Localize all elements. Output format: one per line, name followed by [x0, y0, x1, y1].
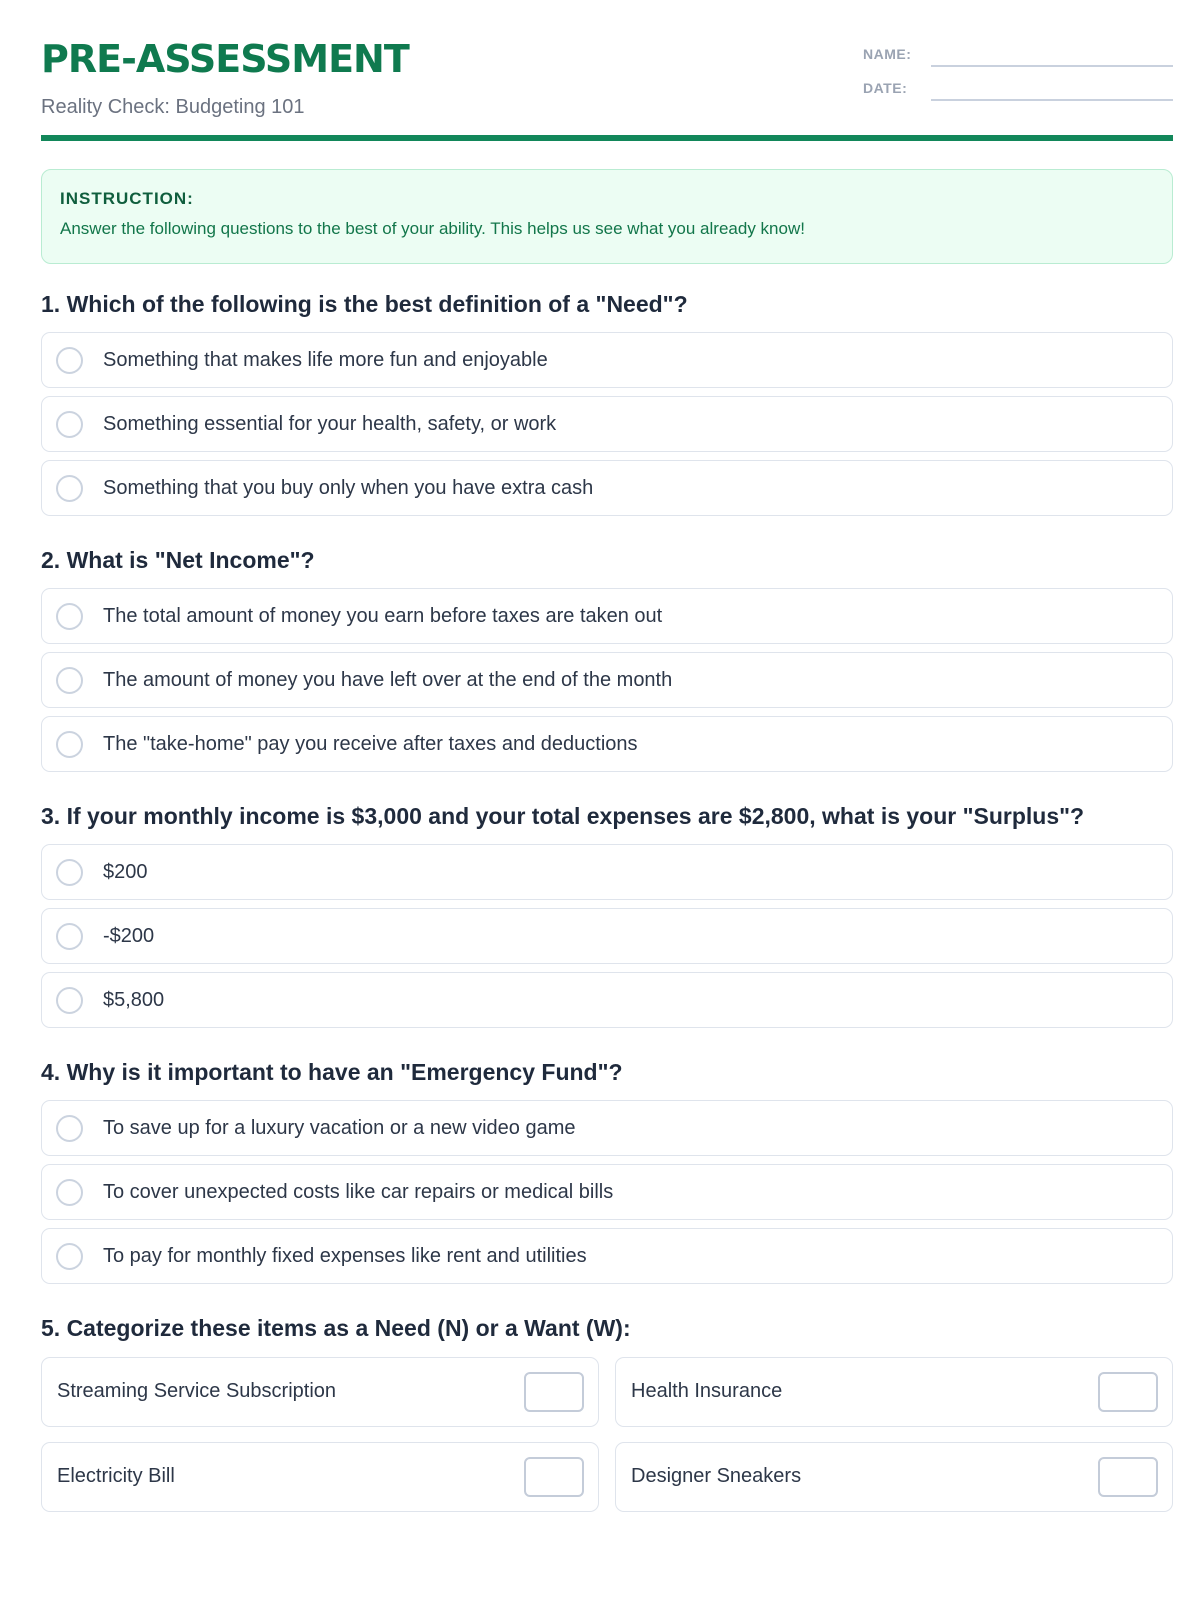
option-label: Something essential for your health, safety, or work — [103, 412, 557, 435]
radio-button[interactable] — [56, 347, 83, 374]
need-want-input-box[interactable] — [524, 1372, 584, 1412]
name-field[interactable] — [931, 65, 1173, 67]
answer-option[interactable] — [41, 972, 1173, 1028]
radio-button[interactable] — [56, 667, 83, 694]
question-title: 5. Categorize these items as a Need (N) or a Want (W): — [41, 1315, 631, 1341]
need-want-input-box[interactable] — [524, 1457, 584, 1497]
question-title: 2. What is "Net Income"? — [41, 547, 315, 573]
answer-option[interactable] — [41, 1100, 1173, 1156]
answer-option[interactable] — [41, 396, 1173, 452]
date-row — [863, 78, 1173, 112]
instruction-text: Answer the following questions to the best of your ability. This helps us see what you already know! — [60, 219, 805, 238]
radio-button[interactable] — [56, 1115, 83, 1142]
item-label: Designer Sneakers — [631, 1465, 802, 1487]
question-title: 1. Which of the following is the best definition of a "Need"? — [41, 291, 688, 317]
radio-button[interactable] — [56, 1179, 83, 1206]
answer-option[interactable] — [41, 1164, 1173, 1220]
question-2 — [41, 545, 1173, 780]
categorize-item — [615, 1442, 1173, 1512]
categorize-item — [41, 1357, 599, 1427]
radio-button[interactable] — [56, 987, 83, 1014]
name-label: NAME: — [863, 46, 912, 62]
item-label: Electricity Bill — [57, 1465, 175, 1487]
radio-button[interactable] — [56, 411, 83, 438]
categorize-item — [41, 1442, 599, 1512]
student-info — [863, 44, 1173, 112]
option-label: Something that you buy only when you have extra cash — [103, 476, 594, 499]
categorize-item — [615, 1357, 1173, 1427]
answer-options — [41, 1100, 1173, 1284]
option-label: Something that makes life more fun and enjoyable — [103, 348, 548, 371]
categorize-grid — [41, 1357, 1173, 1512]
question-title: 4. Why is it important to have an "Emergency Fund"? — [41, 1059, 623, 1085]
radio-button[interactable] — [56, 859, 83, 886]
item-label: Health Insurance — [631, 1380, 783, 1402]
option-label: To cover unexpected costs like car repairs or medical bills — [103, 1180, 614, 1203]
worksheet-page — [41, 0, 1173, 1487]
radio-button[interactable] — [56, 1243, 83, 1270]
date-label: DATE: — [863, 80, 908, 96]
radio-button[interactable] — [56, 731, 83, 758]
radio-button[interactable] — [56, 475, 83, 502]
radio-button[interactable] — [56, 603, 83, 630]
answer-option[interactable] — [41, 332, 1173, 388]
need-want-input-box[interactable] — [1098, 1372, 1158, 1412]
need-want-input-box[interactable] — [1098, 1457, 1158, 1497]
answer-option[interactable] — [41, 908, 1173, 964]
answer-options — [41, 588, 1173, 772]
question-title: 3. If your monthly income is $3,000 and your total expenses are $2,800, what is your "Surplus"? — [41, 803, 1085, 829]
answer-option[interactable] — [41, 844, 1173, 900]
option-label: The amount of money you have left over at the end of the month — [103, 668, 673, 691]
page-subtitle: Reality Check: Budgeting 101 — [41, 96, 305, 118]
answer-option[interactable] — [41, 716, 1173, 772]
answer-options — [41, 332, 1173, 516]
option-label: The total amount of money you earn before taxes are taken out — [103, 604, 663, 627]
question-5-categorize — [41, 1313, 1173, 1512]
item-label: Streaming Service Subscription — [57, 1380, 337, 1402]
date-field[interactable] — [931, 99, 1173, 101]
name-row — [863, 44, 1173, 78]
answer-options — [41, 844, 1173, 1028]
header — [41, 0, 1173, 142]
instruction-box — [41, 169, 1173, 264]
option-label: To pay for monthly fixed expenses like rent and utilities — [103, 1244, 587, 1267]
header-divider — [41, 135, 1173, 141]
question-1 — [41, 289, 1173, 524]
option-label: The "take-home" pay you receive after taxes and deductions — [103, 732, 638, 755]
question-3 — [41, 801, 1173, 1036]
option-label: $5,800 — [103, 988, 165, 1011]
question-4 — [41, 1057, 1173, 1292]
instruction-label: INSTRUCTION: — [60, 189, 194, 208]
answer-option[interactable] — [41, 1228, 1173, 1284]
option-label: To save up for a luxury vacation or a new video game — [103, 1116, 576, 1139]
page-title: PRE-ASSESSMENT — [41, 37, 409, 81]
answer-option[interactable] — [41, 460, 1173, 516]
option-label: $200 — [103, 860, 148, 883]
option-label: -$200 — [103, 924, 155, 947]
answer-option[interactable] — [41, 588, 1173, 644]
answer-option[interactable] — [41, 652, 1173, 708]
radio-button[interactable] — [56, 923, 83, 950]
